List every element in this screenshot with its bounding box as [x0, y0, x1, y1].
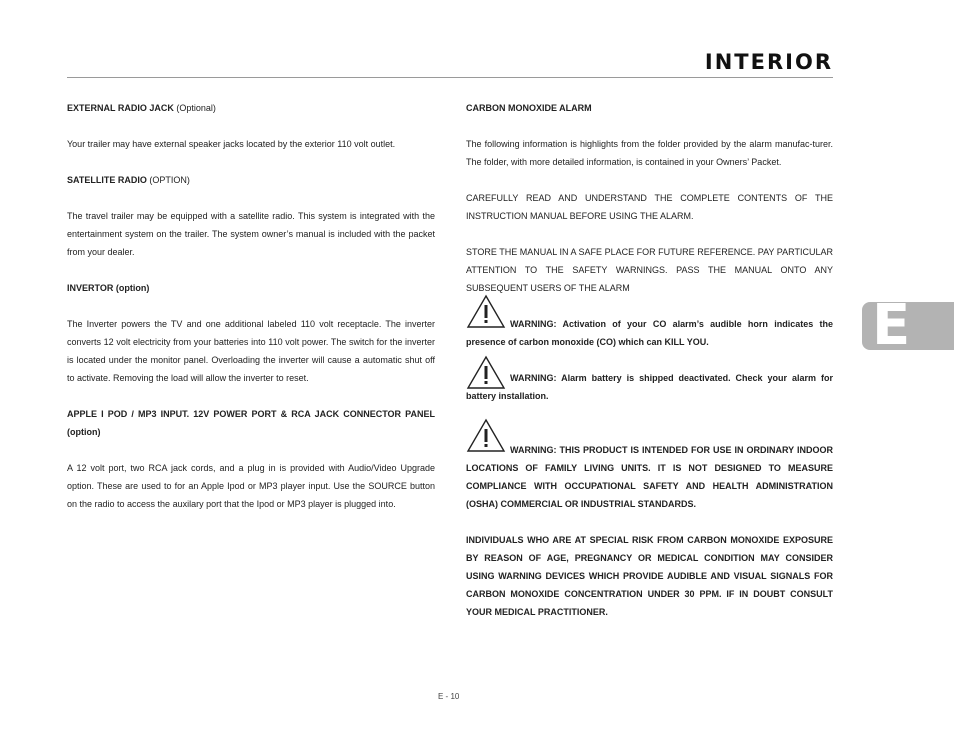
ipod-heading: APPLE I POD / MP3 INPUT. 12V POWER PORT & RCA JACK CONNECTOR PANEL (option) — [67, 409, 435, 437]
ipod-text: A 12 volt port, two RCA jack cords, and a plug in is provided with Audio/Video Upgrade option. These are used to for an Apple Ipod or MP3 player input. Use the SOURCE button on the radio to access the auxilary port that the Ipod or MP3 player is plugged into. — [67, 463, 435, 509]
warning-triangle-icon — [466, 355, 506, 391]
warning-triangle-icon — [466, 294, 506, 330]
left-column — [67, 99, 435, 531]
header-divider — [67, 77, 833, 78]
warning-label: WARNING: — [510, 373, 557, 383]
warning-text-3: THIS PRODUCT IS INTENDED FOR USE IN ORDINARY INDOOR LOCATIONS OF FAMILY LIVING UNITS. IT IS NOT DESIGNED TO MEASURE COMPLIANCE WITH OCCUPATIONAL SAFETY AND HEALTH ADMINISTRATION (OSHA) COMMERCIAL OR INDUSTRIAL STANDARDS. — [466, 445, 833, 509]
external-radio-heading: EXTERNAL RADIO JACK (Optional) — [67, 103, 216, 113]
warning-block-3 — [466, 441, 833, 513]
co-alarm-intro: The following information is highlights from the folder provided by the alarm manufac-turer. The folder, with more detailed information, is contained in your Owners’ Packet. — [466, 139, 833, 167]
warning-label: WARNING: — [510, 445, 557, 455]
satellite-radio-heading: SATELLITE RADIO (OPTION) — [67, 175, 190, 185]
co-alarm-read-notice: CAREFULLY READ AND UNDERSTAND THE COMPLETE CONTENTS OF THE INSTRUCTION MANUAL BEFORE USING THE ALARM. — [466, 193, 833, 221]
warning-text-1: Activation of your CO alarm’s audible horn indicates the presence of carbon monoxide (CO) which can KILL YOU. — [466, 319, 833, 347]
warning-triangle-icon — [466, 418, 506, 454]
section-tab — [862, 293, 954, 358]
invertor-text: The Inverter powers the TV and one additional labeled 110 volt receptacle. The inverter converts 12 volt electricity from your batteries into 110 volt power. The switch for the inverter is located under the monitor panel. Overloading the inverter will cause a automatic shut off to activate. Removing the load will allow the inverter to reset. — [67, 319, 435, 383]
external-radio-text: Your trailer may have external speaker jacks located by the exterior 110 volt outlet. — [67, 139, 396, 149]
warning-block-1 — [466, 315, 833, 351]
warning-label: WARNING: — [510, 319, 557, 329]
special-risk-notice: INDIVIDUALS WHO ARE AT SPECIAL RISK FROM CARBON MONOXIDE EXPOSURE BY REASON OF AGE, PREGNANCY OR MEDICAL CONDITION MAY CONSIDER USING WARNING DEVICES WHICH PROVIDE AUDIBLE AND VISUAL SIGNALS FOR CARBON MONOXIDE CONCENTRATION UNDER 30 PPM. IF IN DOUBT CONSULT YOUR MEDICAL PRACTITIONER. — [466, 535, 833, 617]
page-title: INTERIOR — [704, 50, 833, 74]
warning-block-2 — [466, 369, 833, 405]
right-column — [466, 99, 833, 639]
section-letter: E — [872, 293, 911, 358]
co-alarm-store-notice: STORE THE MANUAL IN A SAFE PLACE FOR FUTURE REFERENCE. PAY PARTICULAR ATTENTION TO THE SAFETY WARNINGS. PASS THE MANUAL ONTO ANY SUBSEQUENT USERS OF THE ALARM — [466, 247, 833, 293]
co-alarm-heading: CARBON MONOXIDE ALARM — [466, 103, 592, 113]
warning-text-2: Alarm battery is shipped deactivated. Check your alarm for battery installation. — [466, 373, 833, 401]
invertor-heading: INVERTOR (option) — [67, 283, 150, 293]
satellite-radio-text: The travel trailer may be equipped with a satellite radio. This system is integrated with the entertainment system on the trailer. The system owner’s manual is included with the packet from your dealer. — [67, 211, 435, 257]
